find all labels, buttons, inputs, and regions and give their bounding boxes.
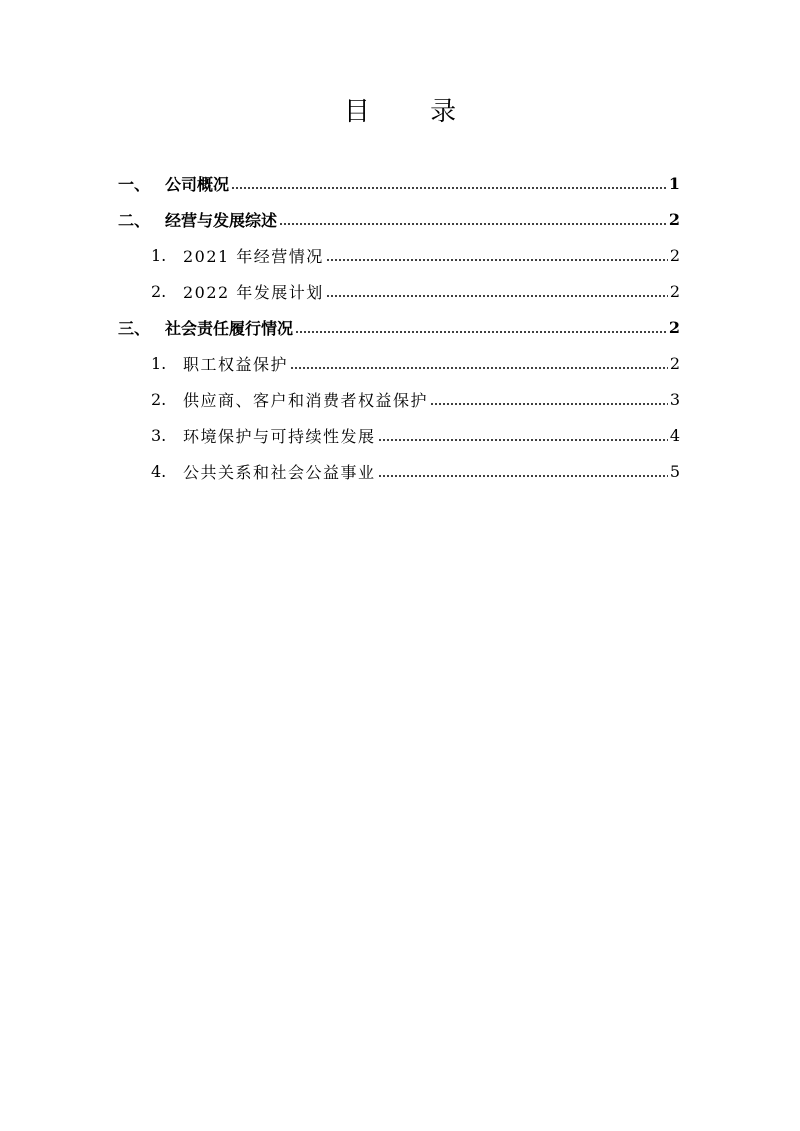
toc-entry-employee-rights[interactable] (118, 345, 680, 381)
toc-title: 目 录 (343, 97, 483, 127)
toc-entry-public-welfare[interactable] (118, 453, 680, 489)
toc-entry-title: 2022 年发展计划 (183, 282, 324, 302)
toc-entry-title: 经营与发展综述 (165, 210, 278, 230)
dot-leader (326, 284, 668, 298)
toc-entry-title: 社会责任履行情况 (165, 318, 294, 338)
toc-entry-environmental-protection[interactable] (118, 417, 680, 453)
toc-entry-social-responsibility[interactable] (118, 309, 680, 345)
dot-leader (290, 356, 668, 370)
toc-entry-stakeholder-rights[interactable] (118, 381, 680, 417)
toc-entry-title: 公共关系和社会公益事业 (183, 462, 376, 482)
toc-entry-company-overview[interactable] (118, 165, 680, 201)
dot-leader (295, 320, 667, 334)
toc-entry-number: 2. (151, 389, 167, 409)
toc-entry-page: 2 (669, 281, 680, 301)
toc-entry-number: 4. (151, 461, 167, 481)
toc-entry-page: 2 (669, 353, 680, 373)
table-of-contents (118, 165, 680, 489)
toc-entry-page: 4 (669, 425, 680, 445)
toc-entry-title: 公司概况 (165, 174, 230, 194)
dot-leader (378, 428, 668, 442)
toc-entry-2021-operations[interactable] (118, 237, 680, 273)
toc-entry-operations-development[interactable] (118, 201, 680, 237)
toc-entry-page: 2 (668, 209, 680, 229)
toc-entry-page: 1 (668, 173, 680, 193)
toc-entry-number: 一、 (118, 174, 151, 194)
toc-entry-title: 职工权益保护 (183, 354, 289, 374)
toc-entry-number: 2. (151, 281, 167, 301)
dot-leader (279, 212, 667, 226)
toc-entry-2022-plan[interactable] (118, 273, 680, 309)
dot-leader (378, 464, 668, 478)
toc-entry-title: 供应商、客户和消费者权益保护 (183, 390, 429, 410)
toc-entry-title: 环境保护与可持续性发展 (183, 426, 376, 446)
toc-entry-page: 5 (669, 461, 680, 481)
toc-entry-number: 三、 (118, 318, 151, 338)
toc-entry-number: 1. (151, 245, 167, 265)
toc-entry-number: 二、 (118, 210, 151, 230)
toc-entry-title: 2021 年经营情况 (183, 246, 324, 266)
toc-entry-page: 2 (668, 317, 680, 337)
toc-entry-page: 3 (669, 389, 680, 409)
toc-entry-number: 3. (151, 425, 167, 445)
toc-entry-number: 1. (151, 353, 167, 373)
dot-leader (430, 392, 668, 406)
dot-leader (326, 248, 668, 262)
dot-leader (231, 176, 667, 190)
toc-entry-page: 2 (669, 245, 680, 265)
